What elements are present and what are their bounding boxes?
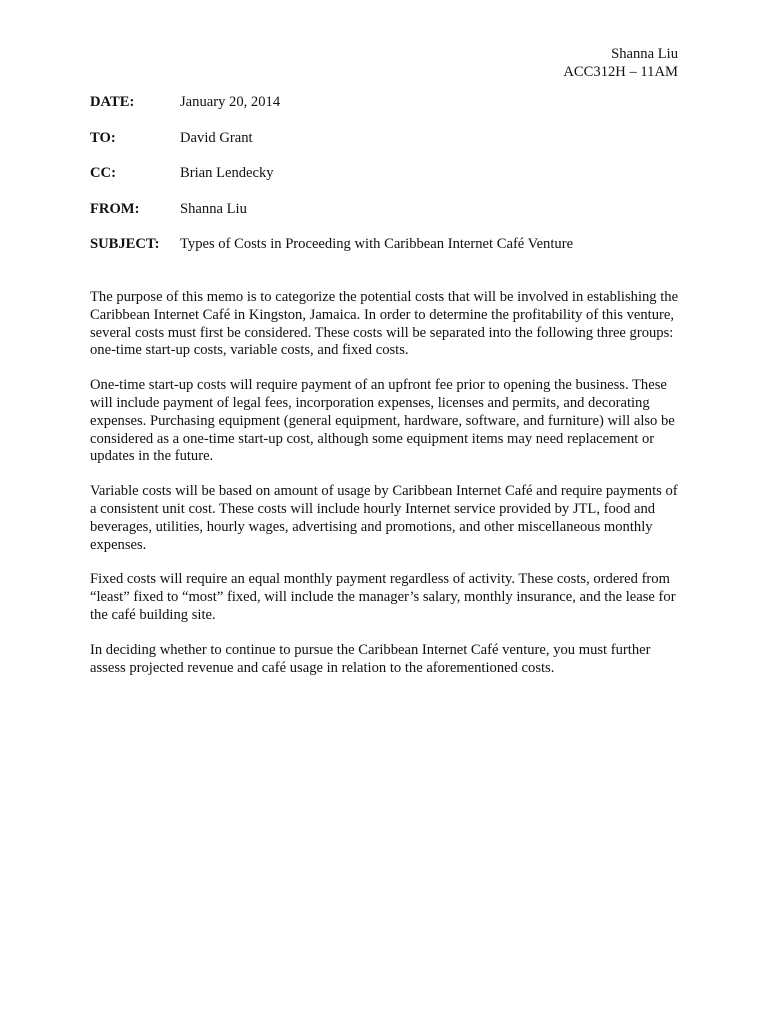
subject-label: SUBJECT: bbox=[90, 236, 160, 252]
from-value: Shanna Liu bbox=[180, 201, 247, 217]
body-paragraph-startup-costs: One-time start-up costs will require payment of an upfront fee prior to opening the business. These will include payment of legal fees, incorporation expenses, licenses and permits, and decorating expenses. Purchasing equipment (general equipment, hardware, software, and furniture) will also be considered as a one-time start-up cost, although some equipment items may need replacement or updates in the future. bbox=[90, 377, 675, 465]
body-paragraph-fixed-costs: Fixed costs will require an equal monthly payment regardless of activity. These costs, ordered from “least” fixed to “most” fixed, will include the manager’s salary, monthly insurance, and the lease for the café building site. bbox=[90, 571, 676, 623]
from-label: FROM: bbox=[90, 201, 140, 217]
cc-label: CC: bbox=[90, 165, 116, 181]
to-value: David Grant bbox=[180, 130, 253, 146]
memo-body bbox=[90, 289, 680, 694]
subject-value: Types of Costs in Proceeding with Caribbean Internet Café Venture bbox=[180, 236, 574, 252]
cc-value: Brian Lendecky bbox=[180, 165, 274, 181]
to-label: TO: bbox=[90, 130, 116, 146]
memo-cc-row bbox=[90, 164, 274, 182]
memo-to-row bbox=[90, 129, 253, 147]
body-paragraph-purpose: The purpose of this memo is to categorize the potential costs that will be involved in establishing the Caribbean Internet Café in Kingston, Jamaica. In order to determine the profitability of this venture, several costs must first be considered. These costs will be separated into the following three groups: one-time start-up costs, variable costs, and fixed costs. bbox=[90, 289, 679, 359]
body-paragraph-variable-costs: Variable costs will be based on amount of usage by Caribbean Internet Café and require payments of a consistent unit cost. These costs will include hourly Internet service provided by JTL, food and beverages, utilities, hourly wages, advertising and promotions, and other miscellaneous monthly expenses. bbox=[90, 483, 678, 553]
memo-from-row bbox=[90, 200, 247, 218]
date-label: DATE: bbox=[90, 94, 135, 110]
author-block bbox=[563, 45, 678, 81]
date-value: January 20, 2014 bbox=[180, 94, 281, 110]
author-name: Shanna Liu bbox=[611, 46, 678, 62]
course-code: ACC312H – 11AM bbox=[563, 64, 678, 80]
body-paragraph-conclusion: In deciding whether to continue to pursue the Caribbean Internet Café venture, you must further assess projected revenue and café usage in relation to the aforementioned costs. bbox=[90, 641, 651, 676]
memo-subject-row bbox=[90, 235, 573, 253]
memo-date-row bbox=[90, 93, 280, 111]
